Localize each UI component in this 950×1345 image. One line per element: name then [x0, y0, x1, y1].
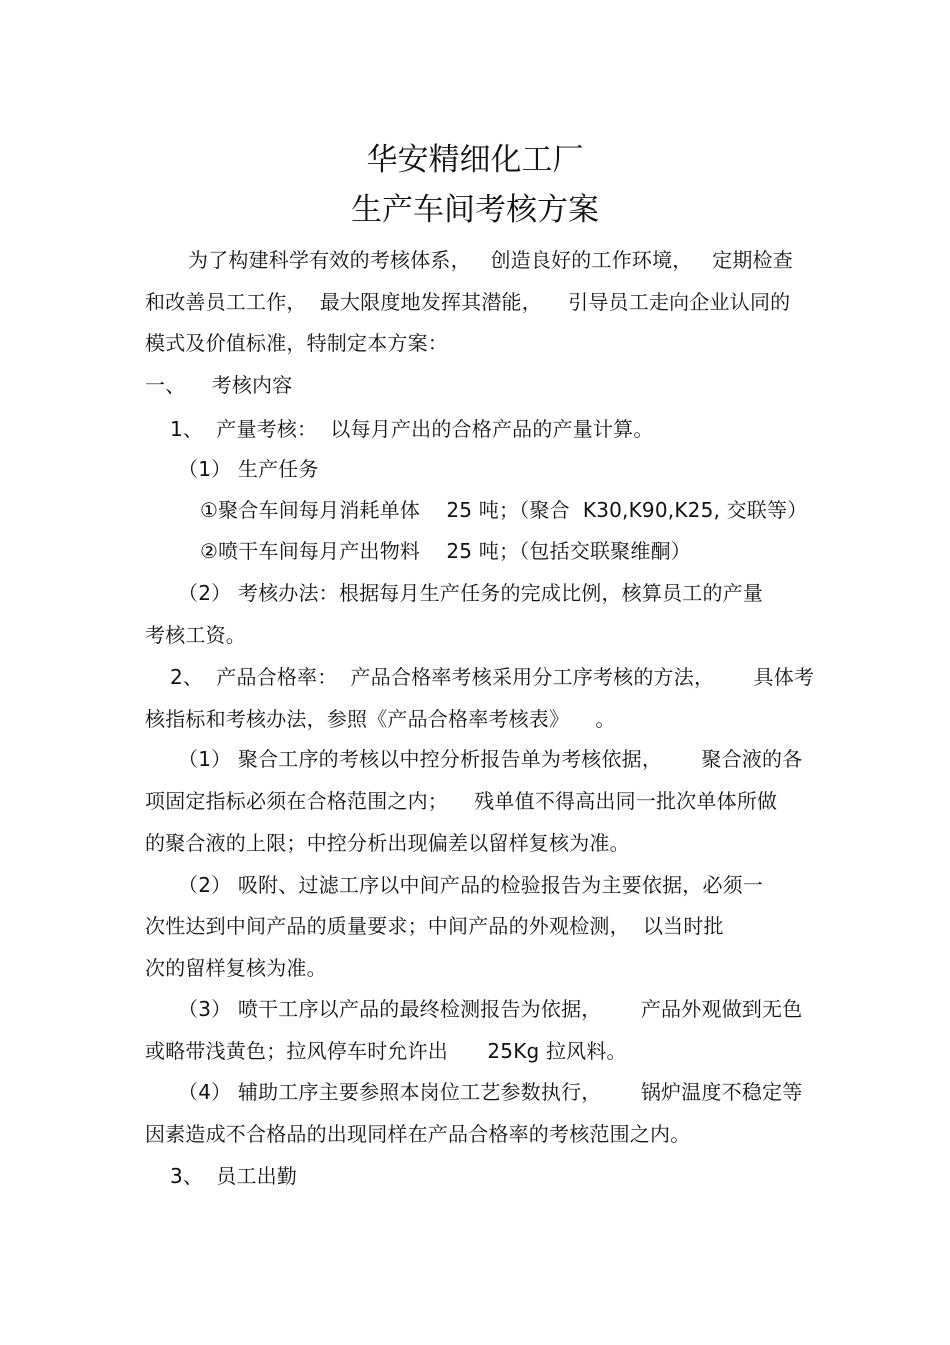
intro-line-2: 和改善员工工作， 最大限度地发挥其潜能， 引导员工走向企业认同的 — [145, 290, 791, 314]
item3-heading: 3、 员工出勤 — [170, 1164, 298, 1188]
item1-heading: 1、 产量考核： 以每月产出的合格产品的产量计算。 — [170, 417, 654, 441]
intro-line-3: 模式及价值标准，特制定本方案： — [145, 331, 448, 355]
item1-sub1-b: ②喷干车间每月产出物料 25 吨；（包括交联聚维酮） — [200, 539, 691, 563]
item2-p2-line1: （2） 吸附、过滤工序以中间产品的检验报告为主要依据，必须一 — [178, 873, 764, 897]
item1-sub2-line2: 考核工资。 — [145, 623, 246, 647]
item2-p4-line1: （4） 辅助工序主要参照本岗位工艺参数执行， 锅炉温度不稳定等 — [178, 1080, 803, 1104]
item2-p2-line2: 次性达到中间产品的质量要求；中间产品的外观检测， 以当时批 — [145, 914, 724, 938]
item2-heading-line1: 2、 产品合格率： 产品合格率考核采用分工序考核的方法， 具体考 — [170, 665, 815, 689]
item1-sub1-a: ①聚合车间每月消耗单体 25 吨；（聚合 K30,K90,K25, 交联等） — [200, 498, 808, 522]
item2-p1-line3: 的聚合液的上限；中控分析出现偏差以留样复核为准。 — [145, 831, 630, 855]
item2-heading-line2: 核指标和考核办法，参照《产品合格率考核表》 。 — [145, 707, 616, 731]
item1-sub2-line1: （2） 考核办法：根据每月生产任务的完成比例，核算员工的产量 — [178, 581, 764, 605]
item2-p1-line2: 项固定指标必须在合格范围之内； 残单值不得高出同一批次单体所做 — [145, 789, 778, 813]
item2-p1-line1: （1） 聚合工序的考核以中控分析报告单为考核依据， 聚合液的各 — [178, 747, 803, 771]
intro-line-1: 为了构建科学有效的考核体系， 创造良好的工作环境， 定期检查 — [188, 248, 793, 272]
doc-title-line1: 华安精细化工厂 — [366, 142, 584, 178]
item2-p2-line3: 次的留样复核为准。 — [145, 956, 327, 980]
doc-title-line2: 生产车间考核方案 — [351, 192, 599, 228]
item2-p4-line2: 因素造成不合格品的出现同样在产品合格率的考核范围之内。 — [145, 1122, 691, 1146]
item2-p3-line1: （3） 喷干工序以产品的最终检测报告为依据， 产品外观做到无色 — [178, 997, 803, 1021]
item2-p3-line2: 或略带浅黄色；拉风停车时允许出 25Kg 拉风料。 — [145, 1039, 627, 1063]
section1-heading: 一、 考核内容 — [145, 373, 293, 397]
item1-sub1: （1） 生产任务 — [178, 457, 319, 481]
